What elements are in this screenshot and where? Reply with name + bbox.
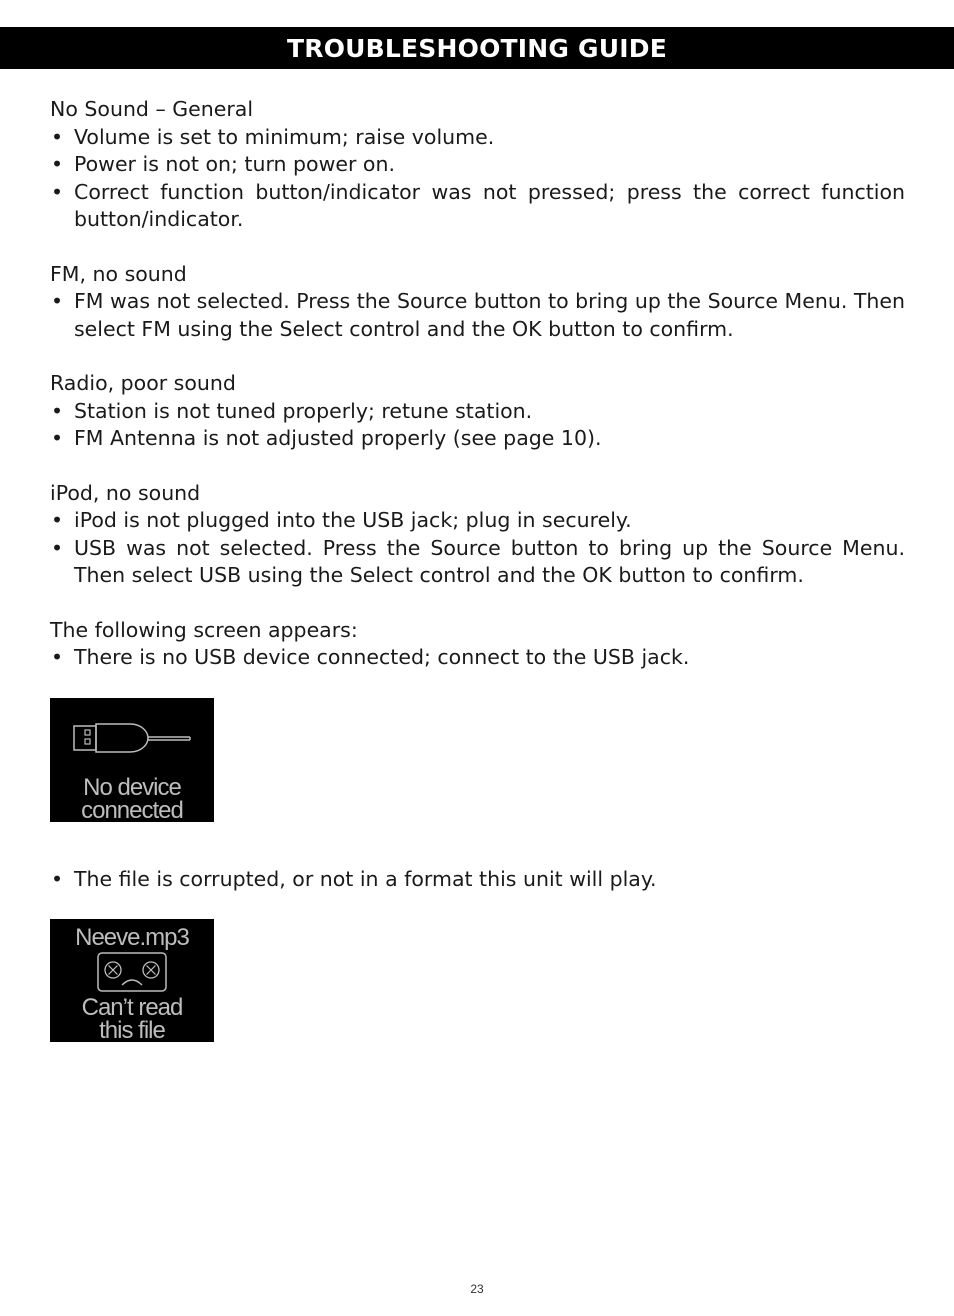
list-item: • Power is not on; turn power on. [50, 151, 905, 179]
list-item: • Correct function button/indicator was not pressed; press the correct function button/indicator. [50, 179, 905, 234]
list-item: • Volume is set to minimum; raise volume. [50, 124, 905, 152]
list-item: • Station is not tuned properly; retune station. [50, 398, 905, 426]
bullet-list [50, 866, 905, 894]
section-heading: No Sound – General [50, 97, 254, 121]
cant-read-screen [50, 919, 214, 1042]
list-item: • There is no USB device connected; connect to the USB jack. [50, 644, 905, 672]
screen-message-line: No device [83, 773, 181, 801]
list-item: • FM was not selected. Press the Source button to bring up the Source Menu. Then select FM using the Select control and the OK button to confirm. [50, 288, 905, 343]
screen-filename: Neeve.mp3 [75, 924, 189, 951]
list-item: • FM Antenna is not adjusted properly (see page 10). [50, 425, 905, 453]
section-heading: Radio, poor sound [50, 371, 236, 395]
section-no-sound-general [50, 96, 905, 234]
screen-message-line: connected [81, 796, 183, 822]
section-heading: iPod, no sound [50, 480, 201, 505]
troubleshooting-content [50, 96, 905, 1042]
section-heading: The following screen appears: [50, 617, 358, 642]
list-item: • iPod is not plugged into the USB jack; plug in securely. [50, 507, 905, 535]
section-fm-no-sound [50, 261, 905, 344]
section-ipod-no-sound [50, 480, 905, 590]
usb-plug-icon [72, 718, 192, 758]
list-item: • USB was not selected. Press the Source button to bring up the Source Menu. Then select USB using the Select control and the OK button to confirm. [50, 535, 905, 590]
sad-face-icon [96, 951, 168, 993]
bullet-list [50, 124, 905, 234]
list-item: • The file is corrupted, or not in a format this unit will play. [50, 866, 905, 894]
bullet-list [50, 398, 905, 453]
screen-message-line: Can’t read [81, 994, 183, 1021]
no-device-screen [50, 698, 214, 822]
section-screen-appears [50, 617, 905, 672]
bullet-list [50, 288, 905, 343]
bullet-list [50, 644, 905, 672]
screen-message-line: this file [99, 1017, 165, 1042]
screen-message [50, 996, 214, 1042]
section-heading: FM, no sound [50, 261, 187, 286]
section-radio-poor-sound [50, 370, 905, 453]
screen-message [50, 773, 214, 822]
page-number: 23 [470, 1282, 484, 1296]
bullet-list [50, 507, 905, 590]
page-title: TROUBLESHOOTING GUIDE [0, 27, 954, 69]
